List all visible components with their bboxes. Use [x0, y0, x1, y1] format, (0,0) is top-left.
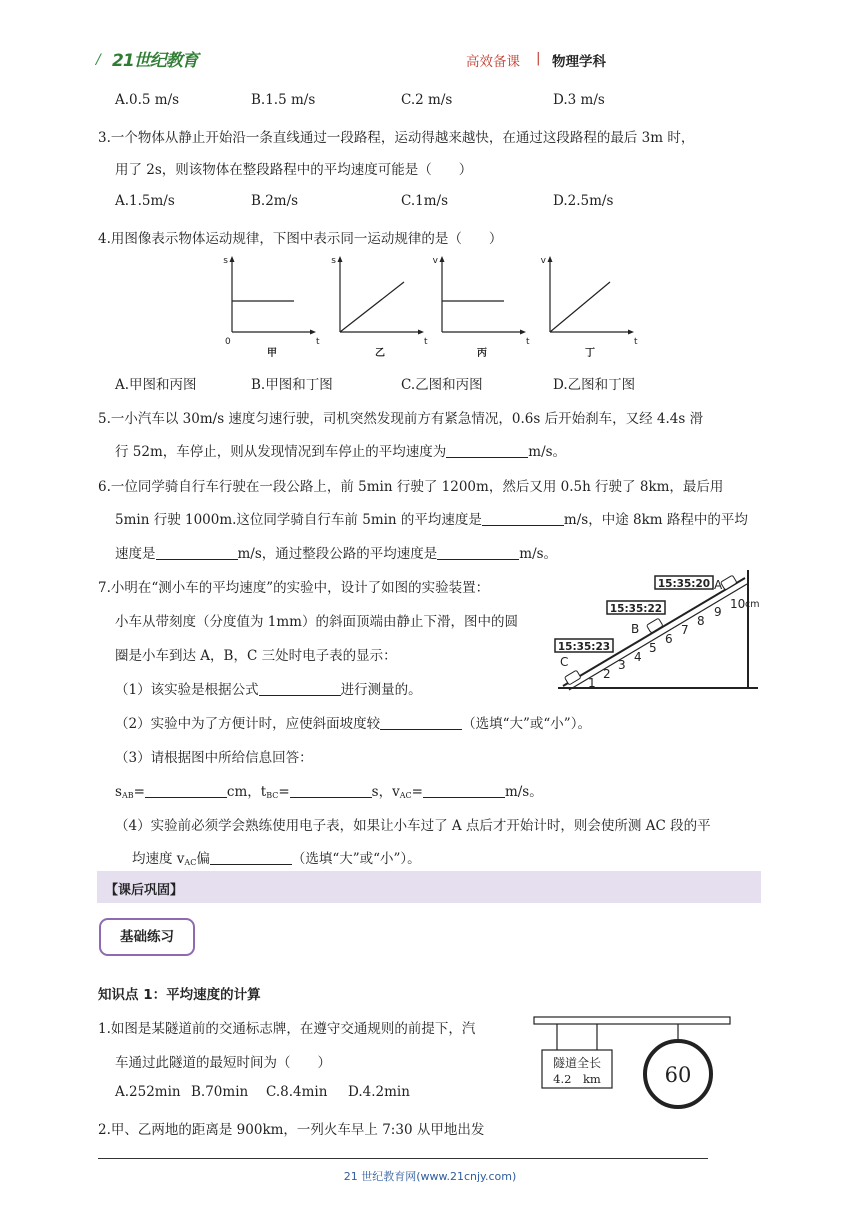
header-separator: | — [536, 50, 541, 66]
answer-blank[interactable] — [145, 783, 227, 798]
footer-divider — [98, 1158, 708, 1159]
q7-sub: AC — [399, 791, 412, 800]
knowledge-point-title: 知识点 1：平均速度的计算 — [98, 987, 261, 1003]
label-b: B — [631, 622, 640, 636]
tick-10: 10 — [730, 597, 746, 611]
graph-ding-axis-y: v — [540, 256, 546, 266]
graph-yi-label: 乙 — [375, 348, 385, 359]
option-a: A.252min — [115, 1084, 181, 1100]
q5-text: 行 52m，车停止，则从发现情况到车停止的平均速度为 — [115, 444, 447, 460]
basic-practice-pill: 基础练习 — [99, 918, 195, 956]
q3-line1: 3.一个物体从静止开始沿一条直线通过一段路程，运动得越来越快，在通过这段路程的最后 3m 时， — [98, 130, 695, 146]
label-a: A — [714, 578, 723, 592]
time-c: 15:35:23 — [557, 641, 611, 653]
section-bar — [97, 871, 761, 903]
answer-blank[interactable] — [210, 850, 292, 865]
q5-line2 — [115, 440, 566, 460]
tick-1: 1 — [588, 676, 596, 690]
graph-bing — [433, 256, 530, 359]
cart-a — [720, 575, 737, 590]
answer-blank[interactable] — [423, 783, 505, 798]
graph-jia-axis-y: s — [223, 256, 228, 266]
graph-ding-axis-x: t — [634, 337, 638, 347]
q7-line2: 小车从带刻度（分度值为 1mm）的斜面顶端由静止下滑，图中的圆 — [115, 614, 518, 630]
q7-text: （1）该实验是根据公式 — [115, 682, 259, 698]
option-d: D.4.2min — [348, 1084, 410, 1100]
label-c: C — [560, 655, 569, 669]
answer-blank[interactable] — [446, 443, 528, 458]
graph-yi-axis-x: t — [424, 337, 428, 347]
sign-title: 隧道全长 — [552, 1056, 602, 1070]
graph-jia-label: 甲 — [267, 348, 277, 359]
answer-blank[interactable] — [259, 681, 341, 696]
section-title: 【课后巩固】 — [105, 883, 184, 898]
option-d: D.2.5m/s — [553, 193, 614, 209]
q7-text: （选填“大”或“小”）。 — [462, 716, 591, 732]
time-a: 15:35:20 — [657, 578, 711, 590]
graph-bing-axis-x: t — [526, 337, 530, 347]
q7-text: （选填“大”或“小”）。 — [291, 851, 421, 867]
footer: 21 世纪教育网(www.21cnjy.com) — [343, 1170, 517, 1183]
q7-text: 偏 — [196, 851, 210, 867]
option-a: A.甲图和丙图 — [115, 377, 197, 393]
motion-graphs-figure — [220, 252, 640, 362]
q6-text: 5min 行驶 1000m.这位同学骑自行车前 5min 的平均速度是 — [115, 512, 482, 528]
q7-part3: （3）请根据图中所给信息回答： — [115, 750, 313, 766]
tick-9: 9 — [714, 605, 722, 619]
logo-slash: / — [96, 52, 101, 68]
q7-text: m/s。 — [504, 784, 543, 800]
graph-jia-origin: 0 — [225, 337, 231, 347]
q7-part4-line1: （4）实验前必须学会熟练使用电子表，如果让小车过了 A 点后才开始计时，则会使所测 AC 段的平 — [115, 818, 711, 834]
graph-yi — [331, 256, 428, 359]
q6-text: m/s，通过整段公路的平均速度是 — [237, 546, 438, 562]
sign-value: 4.2 km — [553, 1072, 601, 1086]
traffic-sign-figure — [530, 1012, 735, 1124]
graph-bing-axis-y: v — [432, 256, 438, 266]
cart-b — [646, 618, 663, 633]
q7-part2 — [115, 712, 591, 732]
incline-figure — [553, 570, 763, 694]
header-right-label: 物理学科 — [552, 54, 606, 70]
header-left-label: 高效备课 — [466, 54, 520, 70]
tick-5: 5 — [649, 641, 657, 655]
tick-4: 4 — [634, 650, 642, 664]
q7-text: = — [411, 784, 423, 800]
q6-line1: 6.一位同学骑自行车行驶在一段公路上，前 5min 行驶了 1200m，然后又用 0.5h 行驶了 8km，最后用 — [98, 479, 724, 495]
graph-jia-axis-x: t — [316, 337, 320, 347]
option-c: C.2 m/s — [401, 92, 453, 108]
speed-limit-value: 60 — [664, 1063, 692, 1087]
q7-text: （2）实验中为了方便计时，应使斜面坡度较 — [115, 716, 381, 732]
q6-line2 — [115, 508, 748, 528]
tick-8: 8 — [697, 614, 705, 628]
option-c: C.1m/s — [401, 193, 449, 209]
option-c: C.乙图和丙图 — [401, 377, 483, 393]
option-c: C.8.4min — [266, 1084, 328, 1100]
q6-text: m/s，中途 8km 路程中的平均 — [563, 512, 748, 528]
option-b: B.2m/s — [251, 193, 299, 209]
answer-blank[interactable] — [482, 511, 564, 526]
q4-line1: 4.用图像表示物体运动规律，下图中表示同一运动规律的是（ ） — [98, 231, 503, 247]
q7-answers — [115, 780, 543, 800]
option-a: A.0.5 m/s — [115, 92, 180, 108]
q5-unit: m/s。 — [528, 444, 567, 460]
q7-text: = — [133, 784, 145, 800]
tick-7: 7 — [681, 623, 689, 637]
answer-blank[interactable] — [156, 545, 238, 560]
q6-text: 速度是 — [115, 546, 156, 562]
answer-blank[interactable] — [380, 715, 462, 730]
q7-sub: AC — [184, 858, 197, 867]
q7-part1 — [115, 678, 422, 698]
option-b: B.甲图和丁图 — [251, 377, 333, 393]
q7-line3: 圈是小车到达 A，B，C 三处时电子表的显示： — [115, 648, 397, 664]
graph-bing-label: 丙 — [477, 348, 487, 359]
q7-line1: 7.小明在“测小车的平均速度”的实验中，设计了如图的实验装置： — [98, 580, 490, 596]
q7-sub: AB — [121, 791, 134, 800]
q7-sub: BC — [266, 791, 279, 800]
q5-line1: 5.一小汽车以 30m/s 速度匀速行驶，司机突然发现前方有紧急情况，0.6s 后开始刹车，又经 4.4s 滑 — [98, 411, 704, 427]
option-b: B.70min — [191, 1084, 249, 1100]
q6-line3 — [115, 542, 557, 562]
q7-text: cm，t — [226, 784, 267, 800]
logo: 21世纪教育 — [112, 51, 198, 71]
graph-ding — [541, 256, 638, 359]
k2-line1: 2.甲、乙两地的距离是 900km，一列火车早上 7:30 从甲地出发 — [98, 1122, 485, 1138]
k1-line1: 1.如图是某隧道前的交通标志牌，在遵守交通规则的前提下，汽 — [98, 1021, 476, 1037]
q7-text: 进行测量的。 — [340, 682, 422, 698]
option-d: D.乙图和丁图 — [553, 377, 636, 393]
tick-6: 6 — [665, 632, 673, 646]
q7-text: s — [115, 784, 122, 800]
answer-blank[interactable] — [290, 783, 372, 798]
q6-unit: m/s。 — [519, 546, 558, 562]
option-d: D.3 m/s — [553, 92, 605, 108]
q7-text: 均速度 v — [132, 851, 185, 867]
unit-cm: cm — [745, 599, 760, 610]
option-a: A.1.5m/s — [115, 193, 175, 209]
q7-text: s，v — [371, 784, 400, 800]
graph-jia — [223, 256, 320, 359]
time-b: 15:35:22 — [609, 603, 663, 615]
tick-3: 3 — [618, 658, 626, 672]
q3-line2: 用了 2s，则该物体在整段路程中的平均速度可能是（ ） — [115, 162, 473, 178]
option-b: B.1.5 m/s — [251, 92, 316, 108]
k1-line2: 车通过此隧道的最短时间为（ ） — [115, 1055, 331, 1071]
graph-ding-label: 丁 — [585, 348, 595, 359]
graph-yi-axis-y: s — [331, 256, 336, 266]
q7-text: = — [278, 784, 290, 800]
tick-2: 2 — [603, 667, 611, 681]
q7-part4-line2 — [132, 847, 421, 867]
answer-blank[interactable] — [437, 545, 519, 560]
